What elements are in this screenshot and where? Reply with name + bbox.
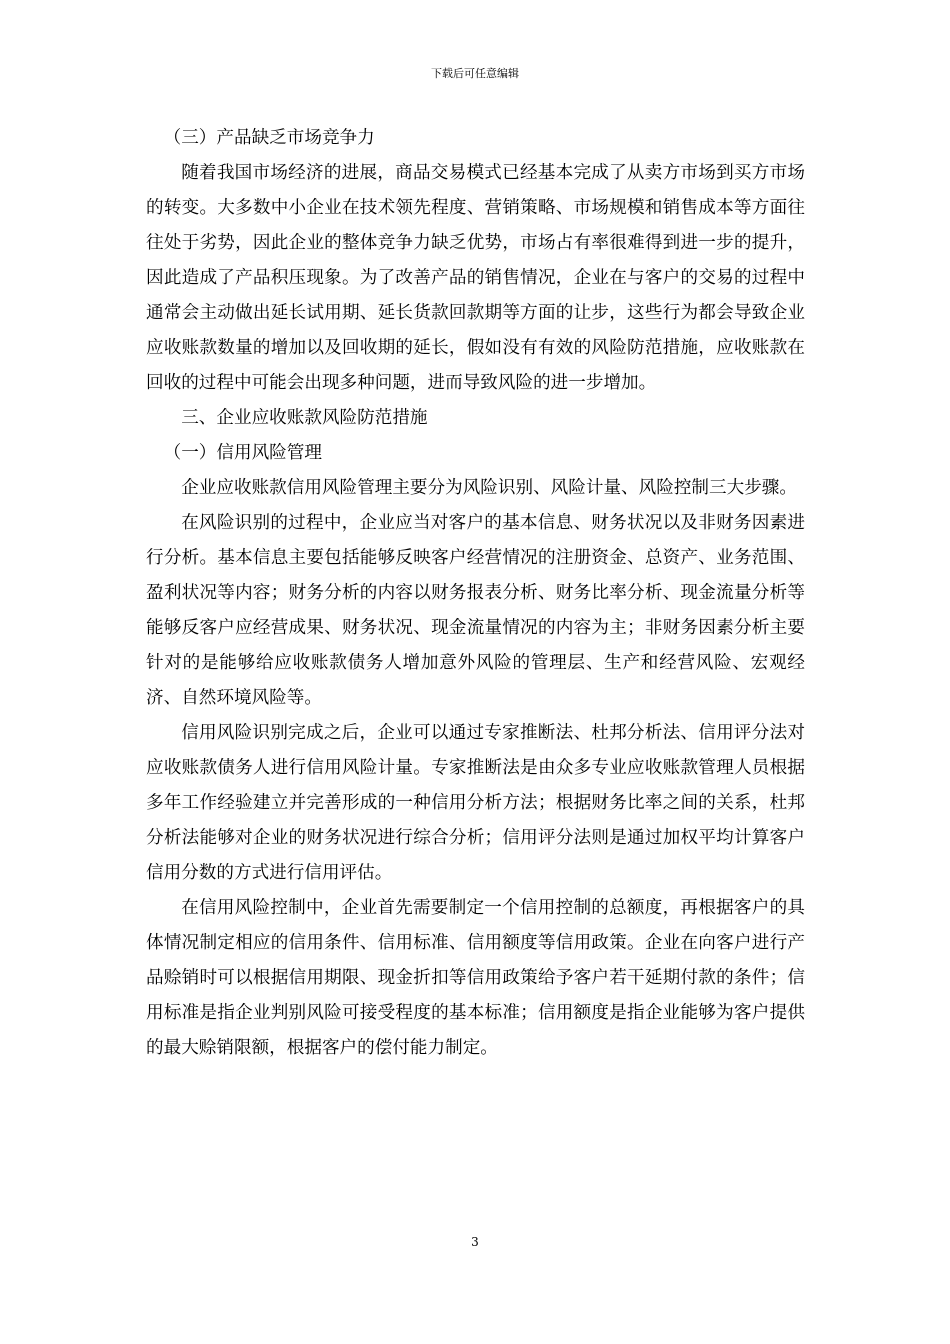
paragraph-market-transition: 随着我国市场经济的进展，商品交易模式已经基本完成了从卖方市场到买方市场的转变。大多数中小企业在技术领先程度、营销策略、市场规模和销售成本等方面往往处于劣势，因此企业的整体竞争力缺乏优势，市场占有率很难得到进一步的提升，因此造成了产品积压现象。为了改善产品的销售情况，企业在与客户的交易的过程中通常会主动做出延长试用期、延长货款回款期等方面的让步，这些行为都会导致企业应收账款数量的增加以及回收期的延长，假如没有有效的风险防范措施，应收账款在回收的过程中可能会出现多种问题，进而导致风险的进一步增加。 bbox=[146, 163, 805, 393]
paragraph-risk-identification: 在风险识别的过程中，企业应当对客户的基本信息、财务状况以及非财务因素进行分析。基本信息主要包括能够反映客户经营情况的注册资金、总资产、业务范围、盈利状况等内容；财务分析的内容以财务报表分析、财务比率分析、现金流量分析等能够反客户应经营成果、财务状况、现金流量情况的内容为主；非财务因素分析主要针对的是能够给应收账款债务人增加意外风险的管理层、生产和经营风险、宏观经济、自然环境风险等。 bbox=[146, 513, 805, 708]
paragraph-risk-control: 在信用风险控制中，企业首先需要制定一个信用控制的总额度，再根据客户的具体情况制定相应的信用条件、信用标准、信用额度等信用政策。企业在向客户进行产品赊销时可以根据信用期限、现金折扣等信用政策给予客户若干延期付款的条件；信用标准是指企业判别风险可接受程度的基本标准；信用额度是指企业能够为客户提供的最大赊销限额，根据客户的偿付能力制定。 bbox=[146, 898, 805, 1058]
section-heading-credit-risk: （一）信用风险管理 bbox=[163, 443, 322, 463]
section-heading-product-competitiveness: （三）产品缺乏市场竞争力 bbox=[163, 128, 375, 148]
document-body bbox=[146, 121, 805, 1066]
page-header: 下载后可任意编辑 bbox=[431, 67, 519, 80]
paragraph-credit-risk-steps: 企业应收账款信用风险管理主要分为风险识别、风险计量、风险控制三大步骤。 bbox=[181, 478, 797, 498]
section-heading-risk-measures: 三、企业应收账款风险防范措施 bbox=[181, 408, 428, 428]
paragraph-risk-measurement: 信用风险识别完成之后，企业可以通过专家推断法、杜邦分析法、信用评分法对应收账款债务人进行信用风险计量。专家推断法是由众多专业应收账款管理人员根据多年工作经验建立并完善形成的一种信用分析方法；根据财务比率之间的关系，杜邦分析法能够对企业的财务状况进行综合分析；信用评分法则是通过加权平均计算客户信用分数的方式进行信用评估。 bbox=[146, 723, 805, 883]
page-number: 3 bbox=[471, 1235, 479, 1249]
